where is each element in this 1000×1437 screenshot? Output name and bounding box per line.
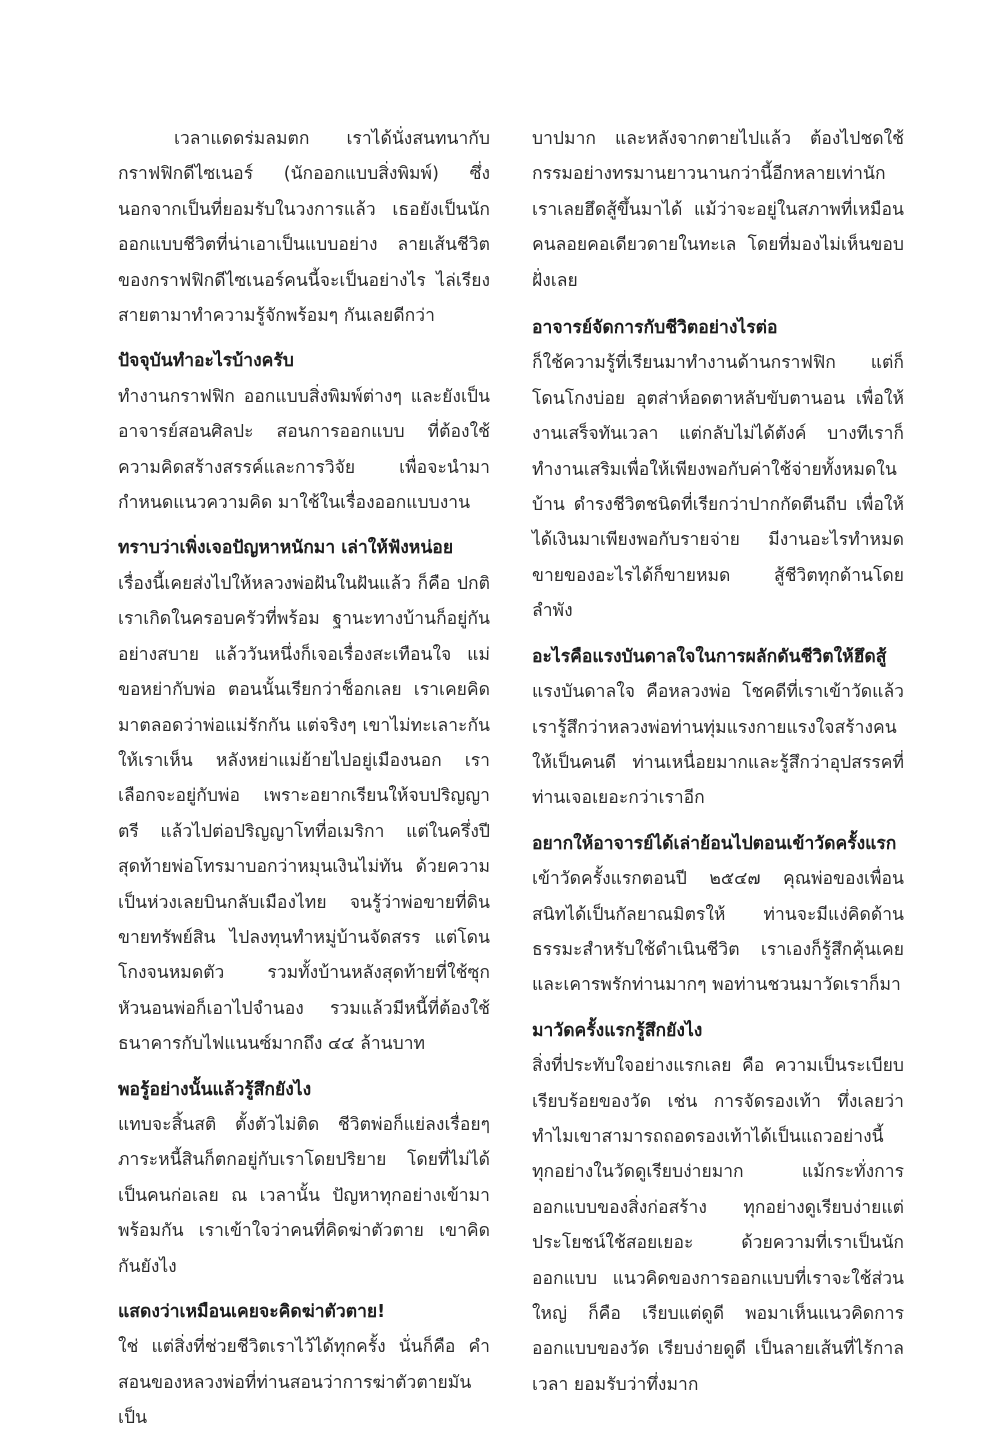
right-column	[532, 122, 904, 1403]
answer-paragraph-6: แรงบันดาลใจ คือหลวงพ่อ โชคดีที่เราเข้าวัดแล้ว เรารู้สึกว่าหลวงพ่อท่านทุ่มแรงกายแรงใจสร้างคนให้เป็นคนดี ท่านเหนื่อยมากและรู้สึกว่าอุปสรรคที่ท่านเจอเยอะกว่าเราอีก	[532, 682, 904, 809]
answer-paragraph-2: เรื่องนี้เคยส่งไปให้หลวงพ่อฝันในฝันแล้ว ก็คือ ปกติเราเกิดในครอบครัวที่พร้อม ฐานะทางบ้านก็อยู่กันอย่างสบาย แล้ววันหนึ่งก็เจอเรื่องสะเทือนใจ แม่ขอหย่ากับพ่อ ตอนนั้นเรียกว่าช็อกเลย เราเคยคิดมาตลอดว่าพ่อแม่รักกัน แต่จริงๆ เขาไม่ทะเลาะกันให้เราเห็น หลังหย่าแม่ย้ายไปอยู่เมืองนอก เราเลือกจะอยู่กับพ่อ เพราะอยากเรียนให้จบปริญญาตรี แล้วไปต่อปริญญาโทที่อเมริกา แต่ในครึ่งปีสุดท้ายพ่อโทรมาบอกว่าหมุนเงินไม่ทัน ด้วยความเป็นห่วงเลยบินกลับเมืองไทย จนรู้ว่าพ่อขายที่ดิน ขายทรัพย์สิน ไปลงทุนทำหมู่บ้านจัดสรร แต่โดนโกงจนหมดตัว รวมทั้งบ้านหลังสุดท้ายที่ใช้ซุกหัวนอนพ่อก็เอาไปจำนอง รวมแล้วมีหนี้ที่ต้องใช้ธนาคารกับไฟแนนซ์มากถึง ๔๔ ล้านบาท	[118, 573, 490, 1055]
answer-paragraph-8: สิ่งที่ประทับใจอย่างแรกเลย คือ ความเป็นระเบียบเรียบร้อยของวัด เช่น การจัดรองเท้า ทึ่งเลยว่าทำไมเขาสามารถถอดรองเท้าได้เป็นแถวอย่างนี้ ทุกอย่างในวัดดูเรียบง่ายมาก แม้กระทั่งการออกแบบของสิ่งก่อสร้าง ทุกอย่างดูเรียบง่ายแต่ประโยชน์ใช้สอยเยอะ ด้วยความที่เราเป็นนักออกแบบ แนวคิดของการออกแบบที่เราจะใช้ส่วนใหญ่ ก็คือ เรียบแต่ดูดี พอมาเห็นแนวคิดการออกแบบของวัด เรียบง่ายดูดี เป็นลายเส้นที่ไร้กาลเวลา ยอมรับว่าทึ่งมาก	[532, 1056, 904, 1395]
answer-paragraph-5: ก็ใช้ความรู้ที่เรียนมาทำงานด้านกราฟฟิก แต่ก็โดนโกงบ่อย อุตส่าห์อดตาหลับขับตานอน เพื่อให้งานเสร็จทันเวลา แต่กลับไม่ได้ตังค์ บางทีเราก็ทำงานเสริมเพื่อให้เพียงพอกับค่าใช้จ่ายทั้งหมดในบ้าน ดำรงชีวิตชนิดที่เรียกว่าปากกัดตีนถีบ เพื่อให้ได้เงินมาเพียงพอกับรายจ่าย มีงานอะไรทำหมด ขายของอะไรได้ก็ขายหมด สู้ชีวิตทุกด้านโดยลำพัง	[532, 353, 904, 622]
question-heading-4: แสดงว่าเหมือนเคยจะคิดฆ่าตัวตาย!	[118, 1302, 386, 1322]
question-heading-2: ทราบว่าเพิ่งเจอปัญหาหนักมา เล่าให้ฟังหน่อย	[118, 538, 454, 559]
answer-paragraph-3: แทบจะสิ้นสติ ตั้งตัวไม่ติด ชีวิตพ่อก็แย่ลงเรื่อยๆ ภาระหนี้สินก็ตกอยู่กับเราโดยปริยาย โดยที่ไม่ได้เป็นคนก่อเลย ณ เวลานั้น ปัญหาทุกอย่างเข้ามาพร้อมกัน เราเข้าใจว่าคนที่คิดฆ่าตัวตาย เขาคิดกันยังไง	[118, 1114, 490, 1277]
answer-paragraph-4-continued: บาปมาก และหลังจากตายไปแล้ว ต้องไปชดใช้กรรมอย่างทรมานยาวนานกว่านี้อีกหลายเท่านัก เราเลยฮึดสู้ขึ้นมาได้ แม้ว่าจะอยู่ในสภาพที่เหมือนคนลอยคอเดียวดายในทะเล โดยที่มองไม่เห็นขอบฝั่งเลย	[532, 129, 904, 291]
question-heading-5: อาจารย์จัดการกับชีวิตอย่างไรต่อ	[532, 318, 778, 339]
question-heading-7: อยากให้อาจารย์ได้เล่าย้อนไปตอนเข้าวัดครั้งแรก	[532, 833, 897, 854]
answer-paragraph-7: เข้าวัดครั้งแรกตอนปี ๒๕๔๗ คุณพ่อของเพื่อนสนิทได้เป็นกัลยาณมิตรให้ ท่านจะมีแง่คิดด้านธรรมะสำหรับใช้ดำเนินชีวิต เราเองก็รู้สึกคุ้นเคยและเคารพรักท่านมากๆ พอท่านชวนมาวัดเราก็มา	[532, 869, 904, 996]
question-heading-8: มาวัดครั้งแรกรู้สึกยังไง	[532, 1020, 703, 1041]
answer-paragraph-1: ทำงานกราฟฟิก ออกแบบสิ่งพิมพ์ต่างๆ และยังเป็นอาจารย์สอนศิลปะ สอนการออกแบบ ที่ต้องใช้ความคิดสร้างสรรค์และการวิจัย เพื่อจะนำมากำหนดแนวความคิด มาใช้ในเรื่องออกแบบงาน	[118, 386, 490, 514]
question-heading-1: ปัจจุบันทำอะไรบ้างครับ	[118, 351, 294, 372]
answer-paragraph-4: ใช่ แต่สิ่งที่ช่วยชีวิตเราไว้ได้ทุกครั้ง นั่นก็คือ คำสอนของหลวงพ่อที่ท่านสอนว่าการฆ่าตัวตายมันเป็น	[118, 1337, 490, 1429]
left-column	[118, 122, 490, 1437]
intro-paragraph: เวลาแดดร่มลมตก เราได้นั่งสนทนากับกราฟฟิกดีไซเนอร์ (นักออกแบบสิ่งพิมพ์) ซึ่งนอกจากเป็นที่ยอมรับในวงการแล้ว เธอยังเป็นนักออกแบบชีวิตที่น่าเอาเป็นแบบอย่าง ลายเส้นชีวิตของกราฟฟิกดีไซเนอร์คนนี้จะเป็นอย่างไร ไล่เรียงสายตามาทำความรู้จักพร้อมๆ กันเลยดีกว่า	[118, 129, 490, 327]
question-heading-6: อะไรคือแรงบันดาลใจในการผลักดันชีวิตให้ฮึดสู้	[532, 646, 887, 667]
question-heading-3: พอรู้อย่างนั้นแล้วรู้สึกยังไง	[118, 1079, 312, 1100]
